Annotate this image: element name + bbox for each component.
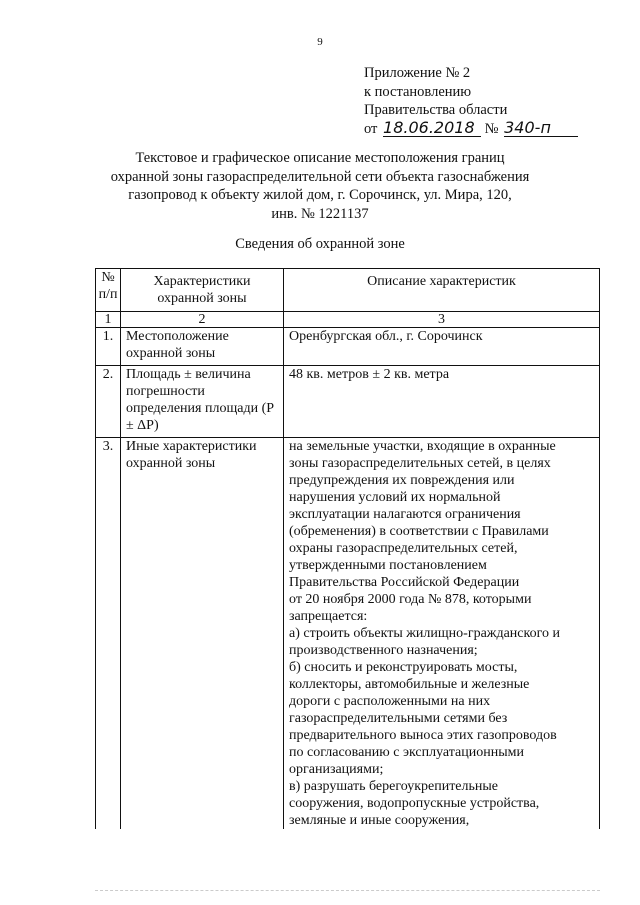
title-line-2: охранной зоны газораспределительной сети объекта газоснабжения — [110, 168, 530, 185]
desc-line: а) строить объекты жилищно-гражданского и — [289, 626, 560, 641]
desc-line: в) разрушать берегоукрепительные — [289, 779, 499, 794]
handwritten-number: 340-п — [504, 120, 578, 137]
page-number: 9 — [317, 36, 323, 48]
table-row — [96, 366, 600, 438]
zone-info-table — [95, 268, 600, 829]
row-characteristic: Иные характеристики охранной зоны — [121, 438, 284, 830]
desc-line: запрещается: — [289, 609, 368, 624]
desc-line: дороги с расположенными на них — [289, 694, 491, 709]
desc-line: зоны газораспределительных сетей, в целях — [289, 456, 551, 471]
date-prefix: от — [364, 120, 378, 137]
title-line-3: газопровод к объекту жилой дом, г. Сорочинск, ул. Мира, 120, — [128, 187, 512, 203]
row-characteristic: Местоположение охранной зоны — [121, 328, 284, 366]
row-description: Оренбургская обл., г. Сорочинск — [284, 328, 600, 366]
table-row — [96, 438, 600, 830]
desc-line: Правительства Российской Федерации — [289, 575, 520, 590]
desc-line: нарушения условий их нормальной — [289, 490, 501, 505]
desc-line: предварительного выноса этих газопроводов — [289, 728, 557, 743]
desc-line: коллекторы, автомобильные и железные — [289, 677, 530, 692]
document-title — [0, 149, 640, 223]
title-line-4: инв. № 1221137 — [271, 205, 369, 222]
desc-line: на земельные участки, входящие в охранные — [289, 439, 556, 454]
desc-line: производственного назначения; — [289, 643, 478, 658]
desc-line: от 20 ноября 2000 года № 878, которыми — [289, 592, 532, 607]
desc-line: утвержденными постановлением — [289, 558, 487, 573]
desc-line: газораспределительными сетями без — [289, 711, 508, 726]
column-number-row — [96, 312, 600, 328]
row-num: 2. — [96, 366, 121, 438]
row-description: 48 кв. метров ± 2 кв. метра — [284, 366, 600, 438]
row-characteristic: Площадь ± величина погрешности определения площади (Р ± ΔР) — [121, 366, 284, 438]
desc-line: (обременения) в соответствии с Правилами — [289, 524, 549, 539]
header-num: № п/п — [96, 269, 121, 312]
table-header-row — [96, 269, 600, 312]
number-prefix: № — [484, 120, 499, 137]
desc-line: предупреждения их повреждения или — [289, 473, 515, 488]
desc-line: охраны газораспределительных сетей, — [289, 541, 518, 556]
row-description-multiline — [284, 438, 600, 830]
appendix-line-1: Приложение № 2 — [364, 65, 471, 81]
desc-line: сооружения, водопропускные устройства, — [289, 796, 540, 811]
row-num: 3. — [96, 438, 121, 830]
appendix-block — [364, 64, 578, 138]
row-num: 1. — [96, 328, 121, 366]
header-characteristics: Характеристики охранной зоны — [121, 269, 284, 312]
desc-line: организациями; — [289, 762, 384, 777]
table-row — [96, 328, 600, 366]
desc-line: земляные и иные сооружения, — [289, 813, 470, 828]
col-number-1: 1 — [96, 312, 121, 328]
scan-edge-artifact — [95, 890, 600, 895]
handwritten-date: 18.06.2018 — [383, 120, 481, 137]
appendix-line-2: к постановлению — [364, 83, 472, 100]
section-subtitle: Сведения об охранной зоне — [235, 236, 405, 252]
appendix-line-3: Правительства области — [364, 102, 508, 118]
header-description: Описание характеристик — [284, 269, 600, 312]
title-line-1: Текстовое и графическое описание местоположения границ — [135, 150, 505, 166]
desc-line: б) сносить и реконструировать мосты, — [289, 660, 518, 675]
desc-line: эксплуатации налагаются ограничения — [289, 507, 521, 522]
col-number-2: 2 — [121, 312, 284, 328]
appendix-date-line — [364, 117, 578, 139]
desc-line: по согласованию с эксплуатационными — [289, 745, 524, 760]
col-number-3: 3 — [284, 312, 600, 328]
